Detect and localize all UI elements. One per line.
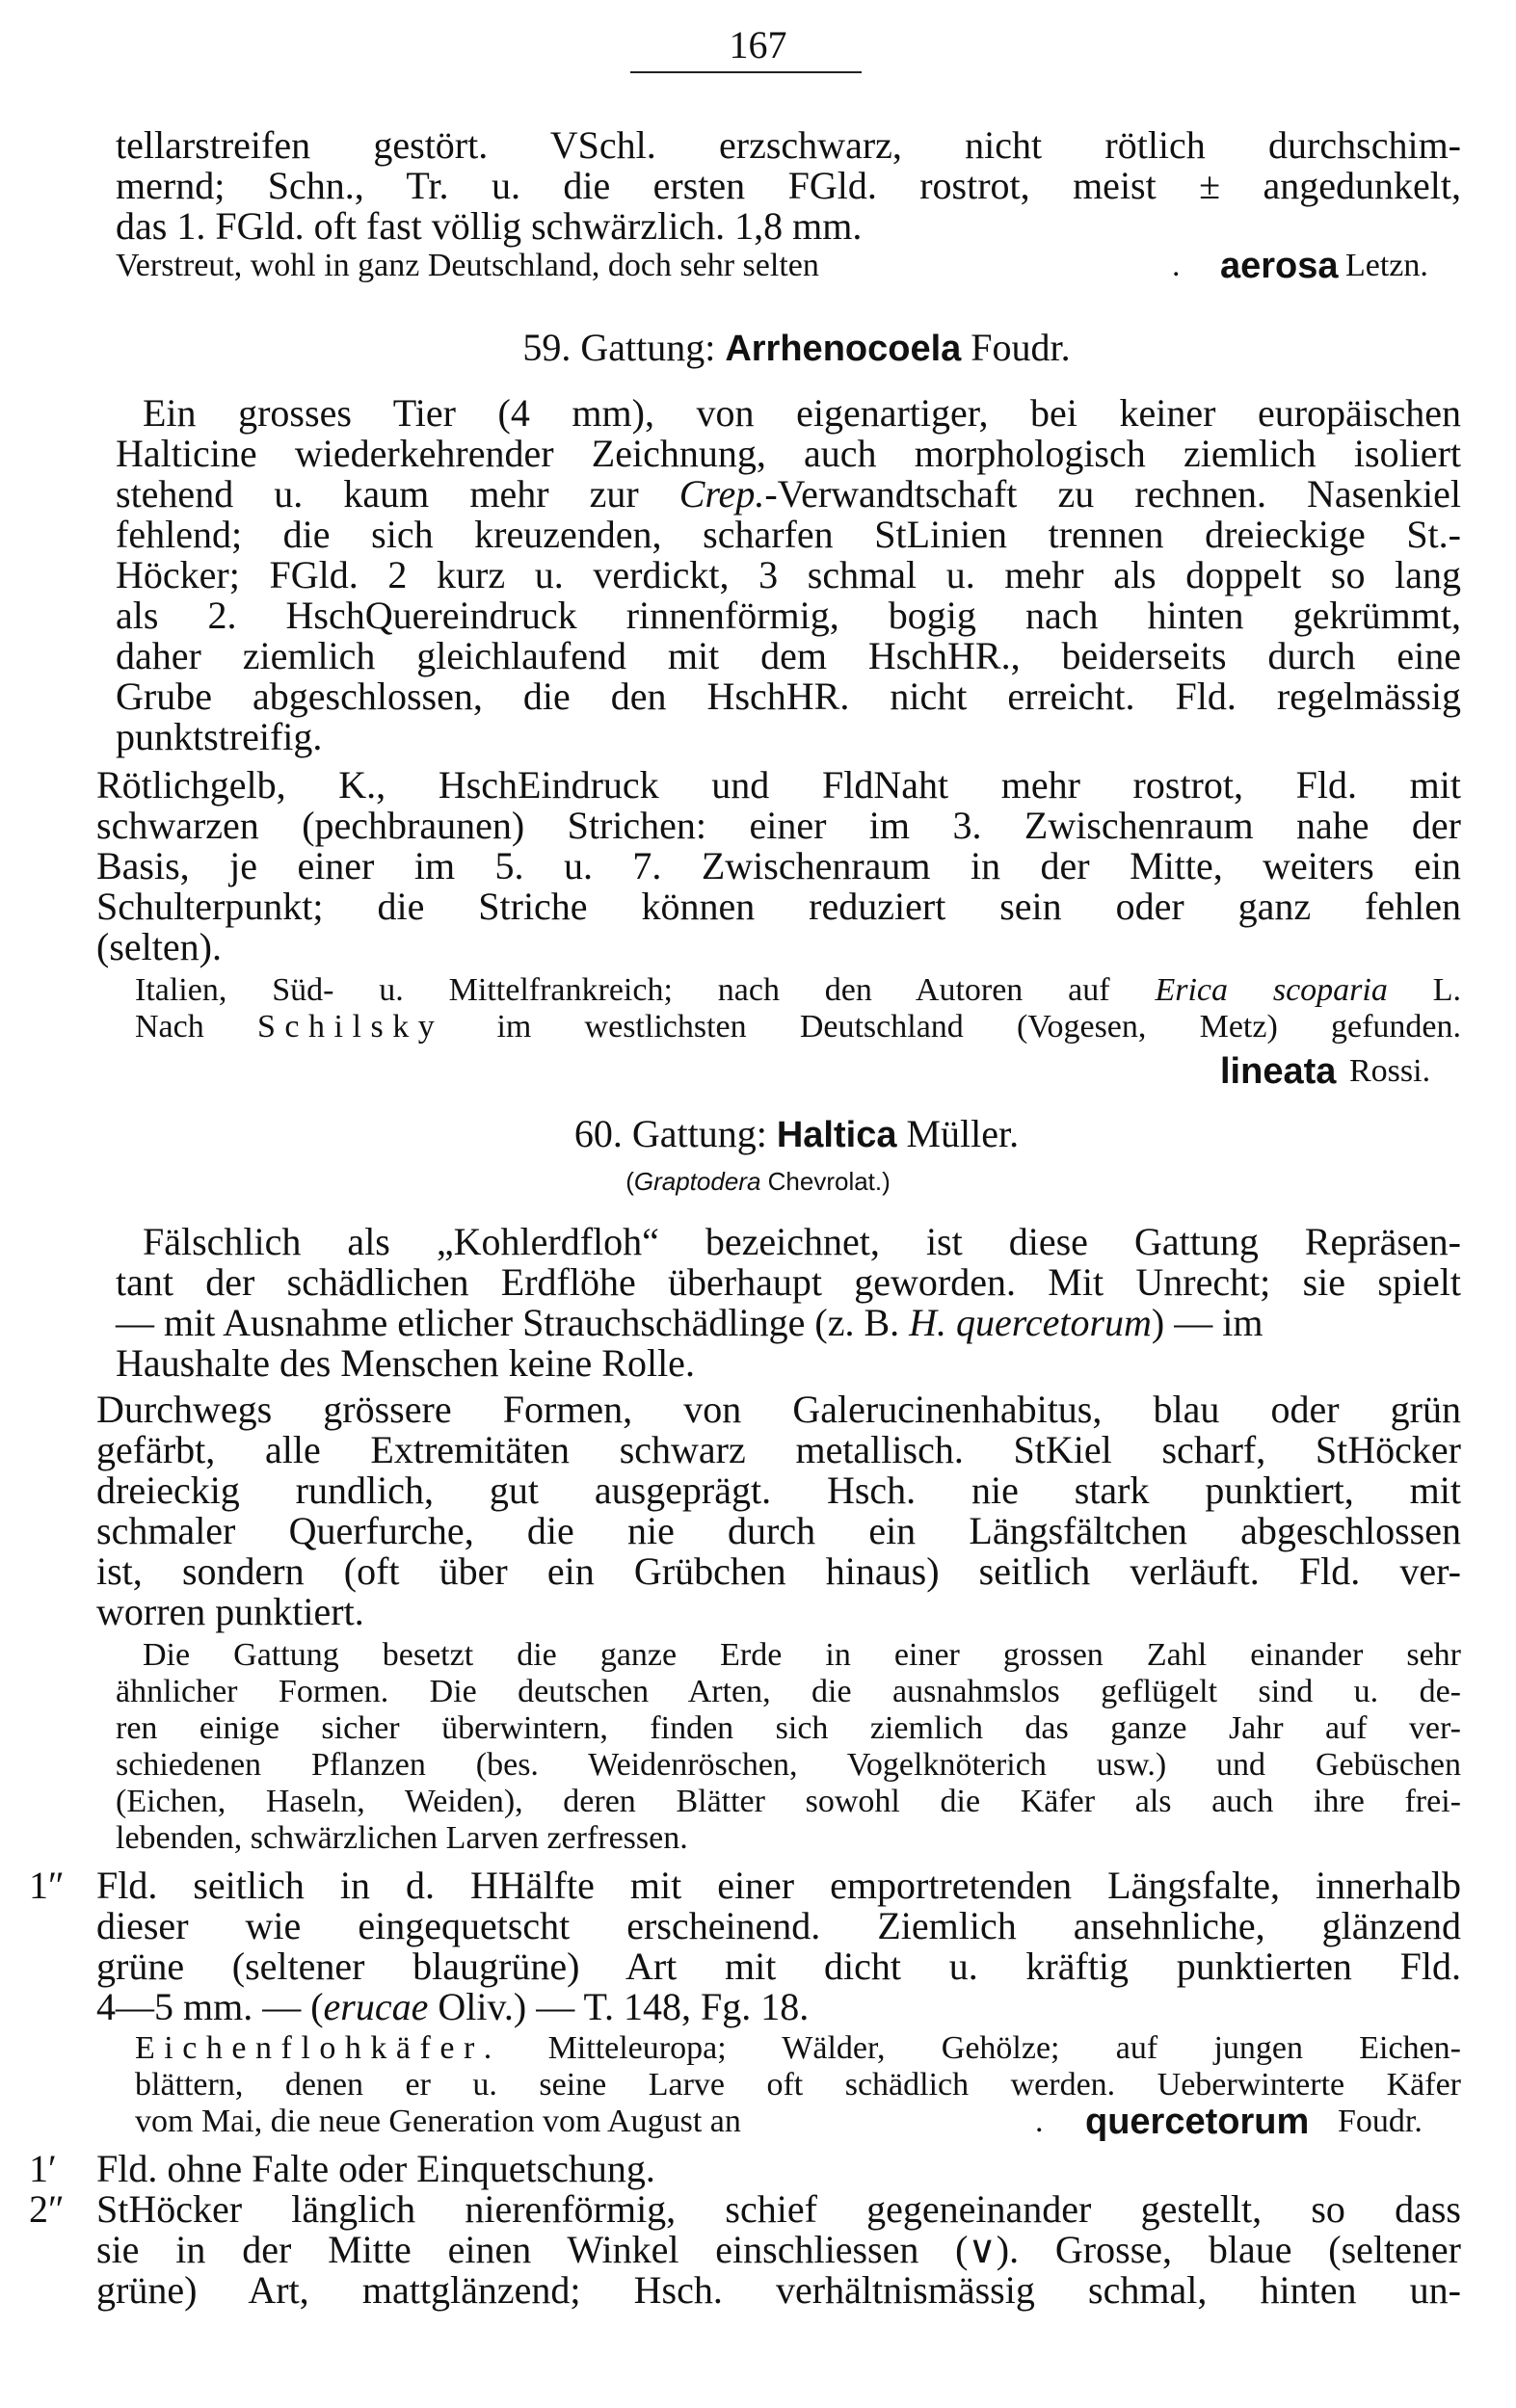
text-run: Schulterpunkt; die Striche können reduziert sein oder ganz fehlen	[96, 885, 1461, 928]
text-run: Halticine wiederkehrender Zeichnung, auch morphologisch ziemlich isoliert	[116, 432, 1461, 475]
text-run: 2″	[29, 2187, 65, 2231]
text-run: Gattung:	[631, 1112, 777, 1155]
text-run: mernd; Schn., Tr. u. die ersten FGld. rostrot, meist ± angedunkelt,	[116, 164, 1461, 207]
text-line	[0, 1339, 1516, 1388]
text-line-content	[135, 1006, 1461, 1048]
synonym-author: Chevrolat.)	[760, 1167, 891, 1196]
text-run: als 2. HschQuereindruck rinnenförmig, bogig nach hinten gekrümmt,	[116, 594, 1461, 637]
text-run: Höcker; FGld. 2 kurz u. verdickt, 3 schmal u. mehr als doppelt so lang	[116, 553, 1461, 596]
text-run: lebenden, schwärzlichen Larven zerfressen.	[116, 1820, 688, 1856]
text-run: .	[1172, 248, 1181, 283]
text-run: H. quercetorum	[909, 1301, 1152, 1344]
text-run: Rossi.	[1349, 1053, 1431, 1089]
text-run: erucae	[323, 1985, 429, 2028]
text-run: fehlend; die sich kreuzenden, scharfen StLinien trennen dreieckige St.-	[116, 513, 1461, 556]
text-line	[0, 1006, 1516, 1048]
text-run: blättern, denen er u. seine Larve oft schädlich werden. Ueberwinterte Käfer	[135, 2067, 1461, 2103]
text-run: punktstreifig.	[116, 715, 323, 758]
text-run: Oliv.) — T. 148, Fg. 18.	[428, 1985, 810, 2028]
text-run: StHöcker länglich nierenförmig, schief gegeneinander gestellt, so dass	[96, 2187, 1461, 2231]
genus-synonym-note	[0, 1164, 1516, 1199]
text-line	[0, 245, 1516, 287]
text-run: tant der schädlichen Erdflöhe überhaupt geworden. Mit Unrecht; sie spielt	[116, 1260, 1461, 1304]
text-run: quercetorum	[1085, 2102, 1310, 2142]
text-line	[0, 2101, 1516, 2143]
text-run: Letzn.	[1345, 248, 1428, 283]
text-line-content	[522, 324, 1070, 373]
text-run: Schilsky	[256, 1009, 444, 1045]
text-run: -Verwandtschaft zu rechnen. Nasenkiel	[764, 472, 1461, 516]
text-run: schwarzen (pechbraunen) Strichen: einer im 3. Zwischenraum nahe der	[96, 804, 1461, 847]
text-run: Grube abgeschlossen, die den HschHR. nicht erreicht. Fld. regelmässig	[116, 675, 1461, 718]
text-run: ist, sondern (oft über ein Grübchen hinaus) seitlich verläuft. Fld. ver-	[96, 1549, 1461, 1593]
text-run: 1″	[29, 1864, 65, 1907]
text-run: aerosa	[1220, 246, 1339, 286]
text-run: grüne (seltener blaugrüne) Art mit dicht u. kräftig punktierten Fld.	[96, 1945, 1461, 1988]
text-run: worren punktiert.	[96, 1590, 364, 1633]
text-run: im westlichsten Deutschland (Vogesen, Metz) gefunden.	[443, 1009, 1461, 1045]
page-number: 167	[729, 23, 787, 66]
text-run: dieser wie eingequetscht erscheinend. Ziemlich ansehnliche, glänzend	[96, 1904, 1461, 1947]
text-line-content	[96, 2266, 1461, 2315]
text-run: Eichenflohkäfer	[135, 2030, 484, 2066]
text-run: Fld. ohne Falte oder Einquetschung.	[96, 2147, 655, 2190]
text-line	[0, 1110, 1516, 1158]
page-number-rule	[630, 71, 862, 73]
synonym-open: (	[625, 1167, 634, 1196]
text-run: . Mitteleuropa; Wälder, Gehölze; auf jungen Eichen-	[483, 2030, 1461, 2066]
text-run: Foudr.	[961, 326, 1071, 369]
text-run: Erica scoparia	[1155, 972, 1388, 1008]
text-run: schmaler Querfurche, die nie durch ein Längsfältchen abgeschlossen	[96, 1509, 1461, 1552]
text-run: schiedenen Pflanzen (bes. Weidenröschen, Vogelknöterich usw.) und Gebüschen	[116, 1747, 1461, 1783]
text-line-content	[96, 923, 222, 971]
text-line	[0, 324, 1516, 372]
text-line	[0, 2266, 1516, 2315]
text-run: lineata	[1220, 1051, 1337, 1092]
text-run: sie in der Mitte einen Winkel einschliessen (∨). Grosse, blaue (seltener	[96, 2228, 1461, 2271]
text-line-content	[96, 1588, 364, 1636]
text-run: Arrhenocoela	[725, 329, 962, 369]
text-run: Verstreut, wohl in ganz Deutschland, doch sehr selten	[116, 248, 819, 283]
text-line	[0, 1817, 1516, 1860]
text-run: 59.	[522, 326, 581, 369]
text-run: Nach	[135, 1009, 257, 1045]
text-run: 60.	[573, 1112, 632, 1155]
text-run: stehend u. kaum mehr zur	[116, 472, 679, 516]
text-run: L.	[1387, 972, 1461, 1008]
text-run: Haushalte des Menschen keine Rolle.	[116, 1341, 695, 1385]
text-run: 1′	[29, 2147, 57, 2190]
text-run: Die Gattung besetzt die ganze Erde in einer grossen Zahl einander sehr	[143, 1637, 1461, 1673]
text-run: dreieckig rundlich, gut ausgeprägt. Hsch. nie stark punktiert, mit	[96, 1469, 1461, 1512]
text-run: gefärbt, alle Extremitäten schwarz metallisch. StKiel scharf, StHöcker	[96, 1428, 1461, 1471]
text-run: Gattung:	[580, 326, 726, 369]
text-run: ) — im	[1151, 1301, 1263, 1344]
text-run: Italien, Süd- u. Mittelfrankreich; nach den Autoren auf	[135, 972, 1156, 1008]
text-line-content	[116, 1817, 688, 1860]
text-run: (Eichen, Haseln, Weiden), deren Blätter sowohl die Käfer als auch ihre frei-	[116, 1784, 1461, 1819]
text-run: grüne) Art, mattglänzend; Hsch. verhältnismässig schmal, hinten un-	[96, 2268, 1461, 2312]
text-run: daher ziemlich gleichlaufend mit dem HschHR., beiderseits durch eine	[116, 634, 1461, 677]
text-line-content	[116, 202, 862, 251]
text-line	[0, 713, 1516, 761]
text-run: Rötlichgelb, K., HschEindruck und FldNaht mehr rostrot, Fld. mit	[96, 763, 1461, 807]
text-line	[0, 1983, 1516, 2031]
text-line-content	[116, 1339, 695, 1388]
text-run: Durchwegs grössere Formen, von Galerucinenhabitus, blau oder grün	[96, 1388, 1461, 1431]
text-line-content	[574, 1110, 1019, 1159]
text-line	[0, 202, 1516, 251]
text-line-content	[116, 713, 322, 761]
text-run: — mit Ausnahme etlicher Strauchschädlinge (z. B.	[116, 1301, 910, 1344]
text-line	[0, 1050, 1516, 1093]
text-run: das 1. FGld. oft fast völlig schwärzlich. 1,8 mm.	[116, 204, 863, 248]
text-run: Müller.	[896, 1112, 1020, 1155]
text-run: Basis, je einer im 5. u. 7. Zwischenraum in der Mitte, weiters ein	[96, 844, 1461, 887]
text-run: ren einige sicher überwintern, finden sich ziemlich das ganze Jahr auf ver-	[116, 1710, 1461, 1746]
text-run: 4—5 mm. — (	[96, 1985, 324, 2028]
text-run: Crep.	[678, 472, 765, 516]
text-run: .	[1035, 2104, 1044, 2139]
text-run: Haltica	[776, 1115, 897, 1155]
synonym-genus: Graptodera	[633, 1167, 761, 1196]
text-run: Fld. seitlich in d. HHälfte mit einer emportretenden Längsfalte, innerhalb	[96, 1864, 1461, 1907]
text-run: Ein grosses Tier (4 mm), von eigenartiger, bei keiner europäischen	[143, 391, 1461, 435]
text-run: Foudr.	[1338, 2104, 1423, 2139]
text-line-content	[96, 1983, 809, 2031]
text-run: (selten).	[96, 925, 222, 968]
text-run: tellarstreifen gestört. VSchl. erzschwarz, nicht rötlich durchschim-	[116, 123, 1461, 167]
text-run: vom Mai, die neue Generation vom August an	[135, 2104, 741, 2139]
text-line	[0, 1588, 1516, 1636]
text-line	[0, 923, 1516, 971]
text-run: Fälschlich als „Kohlerdfloh“ bezeichnet, ist diese Gattung Repräsen-	[143, 1220, 1461, 1263]
text-run: ähnlicher Formen. Die deutschen Arten, die ausnahmslos geflügelt sind u. de-	[116, 1674, 1461, 1709]
